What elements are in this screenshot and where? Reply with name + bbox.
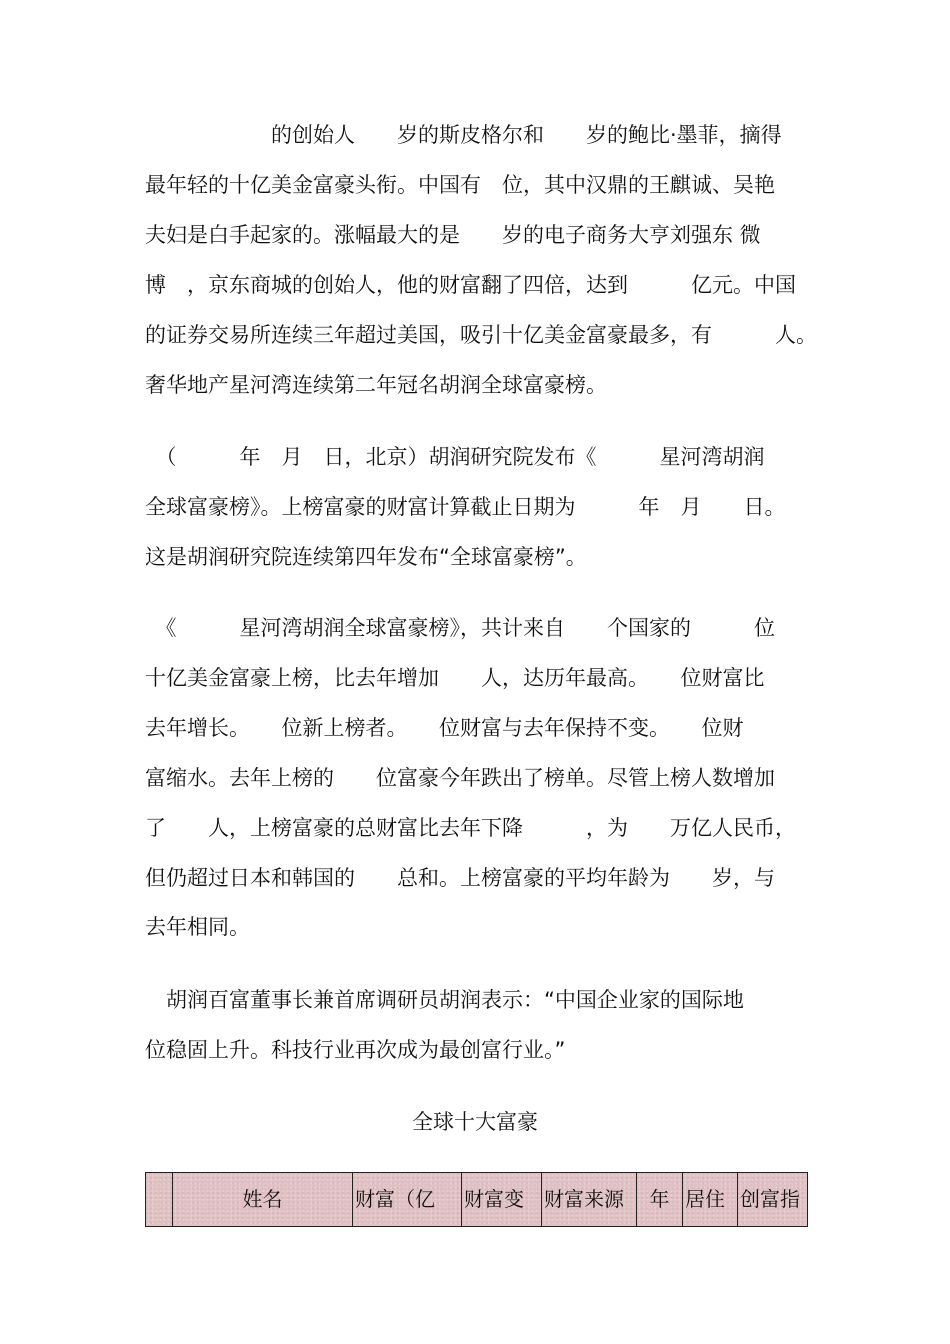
text-line: 位稳固上升。科技行业再次成为最创富行业。” [145,1038,566,1062]
header-cell-residence: 居住 [683,1173,738,1227]
text-line: 夫妇是白手起家的。涨幅最大的是 岁的电子商务大亨刘强东 微 [145,223,761,247]
text-line: 《 星河湾胡润全球富豪榜》，共计来自 个国家的 位 [145,616,775,640]
rich-list-table [145,1172,807,1227]
text-line: 全球富豪榜》。上榜富豪的财富计算截止日期为 年 月 日。 [145,495,786,519]
text-line: 博 ，京东商城的创始人，他的财富翻了四倍，达到 亿元。中国 [145,273,796,297]
table-header-row [146,1173,808,1227]
text-line: 富缩水。去年上榜的 位富豪今年跌出了榜单。尽管上榜人数增加 [145,766,775,790]
text-line: 胡润百富董事长兼首席调研员胡润表示：“中国企业家的国际地 [145,988,744,1012]
header-cell-index [146,1173,173,1227]
header-cell-wealth-index: 创富指 [738,1173,808,1227]
text-line: 的创始人 岁的斯皮格尔和 岁的鲍比·墨菲，摘得 [145,123,782,147]
text-line: 的证券交易所连续三年超过美国，吸引十亿美金富豪最多，有 人。 [145,323,817,347]
header-cell-wealth-change: 财富变 [462,1173,542,1227]
text-line: （ 年 月 日，北京）胡润研究院发布《 星河湾胡润 [145,445,765,469]
text-line: 但仍超过日本和韩国的 总和。上榜富豪的平均年龄为 岁，与 [145,866,775,890]
text-line: 奢华地产星河湾连续第二年冠名胡润全球富豪榜。 [145,373,607,397]
table-title: 全球十大富豪 [412,1110,538,1134]
header-cell-age: 年 [637,1173,683,1227]
text-line: 十亿美金富豪上榜，比去年增加 人，达历年最高。 位财富比 [145,666,765,690]
text-line: 最年轻的十亿美金富豪头衔。中国有 位，其中汉鼎的王麒诚、吴艳 [145,173,775,197]
text-line: 去年增长。 位新上榜者。 位财富与去年保持不变。 位财 [145,716,744,740]
header-cell-wealth-source: 财富来源 [542,1173,637,1227]
text-line: 这是胡润研究院连续第四年发布“全球富豪榜”。 [145,545,587,569]
text-line: 了 人，上榜富豪的总财富比去年下降 ，为 万亿人民币， [145,816,796,840]
header-cell-wealth: 财富（亿 [353,1173,462,1227]
header-cell-name: 姓名 [173,1173,353,1227]
text-line: 去年相同。 [145,915,250,939]
